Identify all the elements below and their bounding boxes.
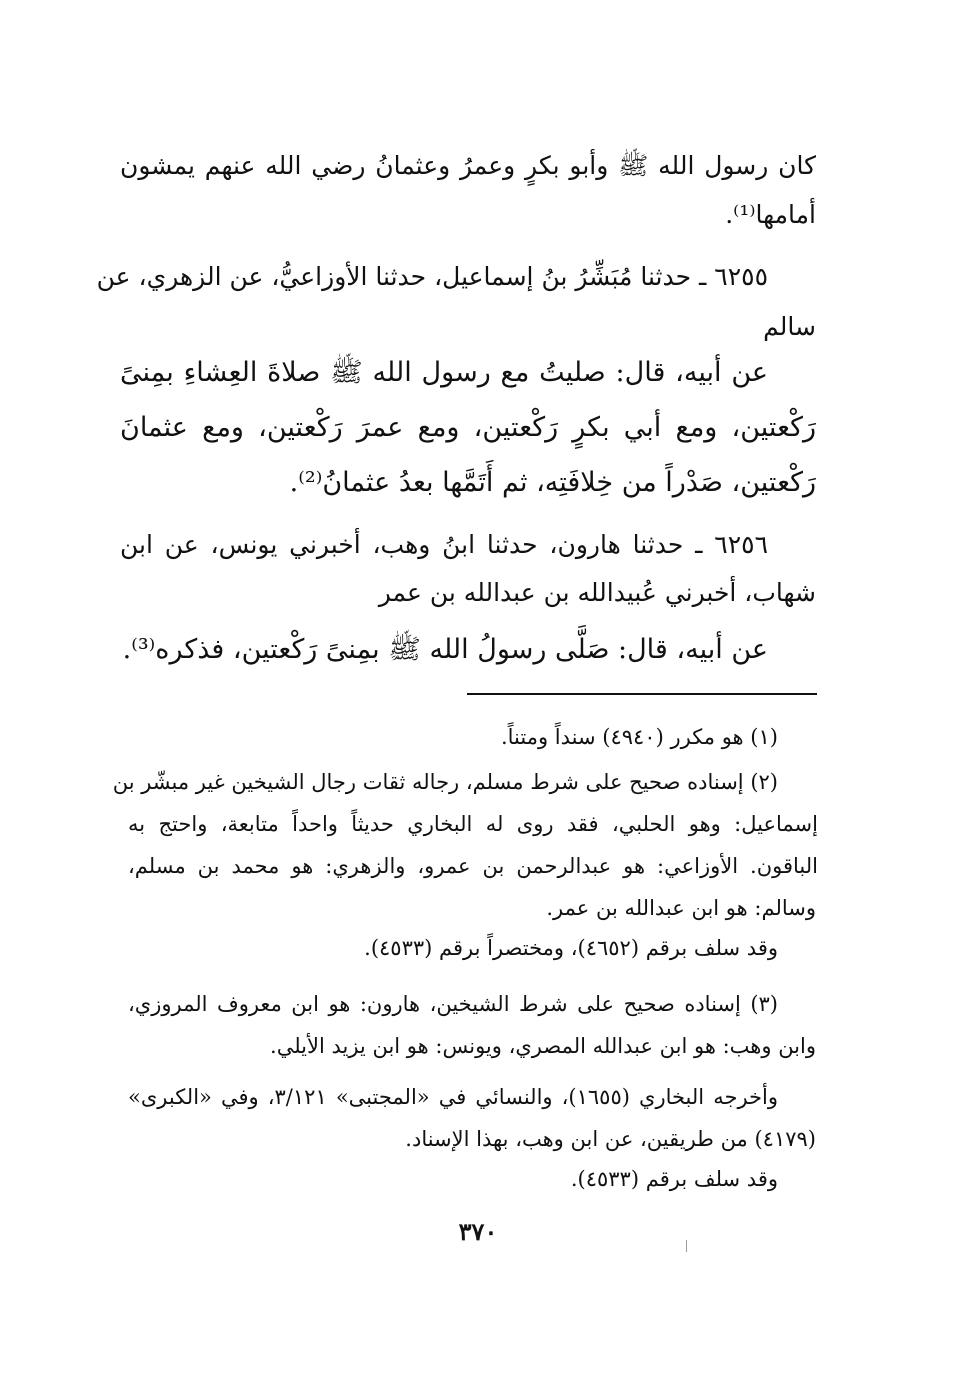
footnote-3-line-4: (٤١٧٩) من طريقين، عن ابن وهب، بهذا الإسناد. [405,1127,816,1151]
footnote-3-line-5: وقد سلف برقم (٤٥٣٣). [570,1167,778,1191]
footnote-3-line-1: (٣) إسناده صحيح على شرط الشيخين، هارون: هو ابن معروف المروزي، [128,992,778,1016]
hadith-6255-isnad-line-1: ٦٢٥٥ ـ حدثنا مُبَشِّرُ بنُ إسماعيل، حدثنا الأوزاعيُّ، عن الزهري، عن [96,262,768,291]
hadith-6256-matn-line-1: عن أبيه، قال: صَلَّى رسولُ الله ﷺ بمِنىً رَكْعتين، فذكره⁽³⁾. [122,634,768,665]
hadith-6254-line-1: كان رسول الله ﷺ وأبو بكرٍ وعمرُ وعثمانُ رضي الله عنهم يمشون [120,151,816,180]
footnote-3-line-3: وأخرجه البخاري (١٦٥٥)، والنسائي في «المجتبى» ٣/١٢١، وفي «الكبرى» [128,1085,778,1109]
hadith-6255-matn-line-2: رَكْعتين، ومع أبي بكرٍ رَكْعتين، ومع عمرَ رَكْعتين، ومع عثمانَ [120,412,816,443]
footnote-2-line-5: وقد سلف برقم (٤٦٥٢)، ومختصراً برقم (٤٥٣٣). [364,936,778,960]
footnote-1: (١) هو مكرر (٤٩٤٠) سنداً ومتناً. [500,725,778,749]
hadith-6256-isnad-line-1: ٦٢٥٦ ـ حدثنا هارون، حدثنا ابنُ وهب، أخبرني يونس، عن ابن [120,530,768,559]
footnote-2-line-4: وسالم: هو ابن عبدالله بن عمر. [546,896,816,920]
footnote-separator [467,693,817,695]
footnote-2-line-3: الباقون. الأوزاعي: هو عبدالرحمن بن عمرو، والزهري: هو محمد بن مسلم، [128,854,818,878]
hadith-6255-isnad-line-2: سالم [763,312,816,341]
hadith-6255-matn-line-1: عن أبيه، قال: صليتُ مع رسول الله ﷺ صلاةَ العِشاءِ بمِنىً [120,357,768,388]
hadith-6254-line-2: أمامها⁽¹⁾. [725,200,816,229]
footnote-3-line-2: وابن وهب: هو ابن عبدالله المصري، ويونس: هو ابن يزيد الأيلي. [270,1034,816,1058]
footnote-2-line-2: إسماعيل: وهو الحلبي، فقد روى له البخاري حديثاً واحداً متابعة، واحتج به [128,812,818,836]
footnote-2-line-1: (٢) إسناده صحيح على شرط مسلم، رجاله ثقات رجال الشيخين غير مبشّر بن [112,770,778,794]
page-number: ٣٧٠ [458,1217,498,1246]
hadith-6256-isnad-line-2: شهاب، أخبرني عُبيدالله بن عبدالله بن عمر [378,578,816,607]
hadith-6255-matn-line-3: رَكْعتين، صَدْراً من خِلافَتِه، ثم أَتَمَّها بعدُ عثمانُ⁽²⁾. [289,467,816,498]
scan-speck [686,1240,687,1252]
